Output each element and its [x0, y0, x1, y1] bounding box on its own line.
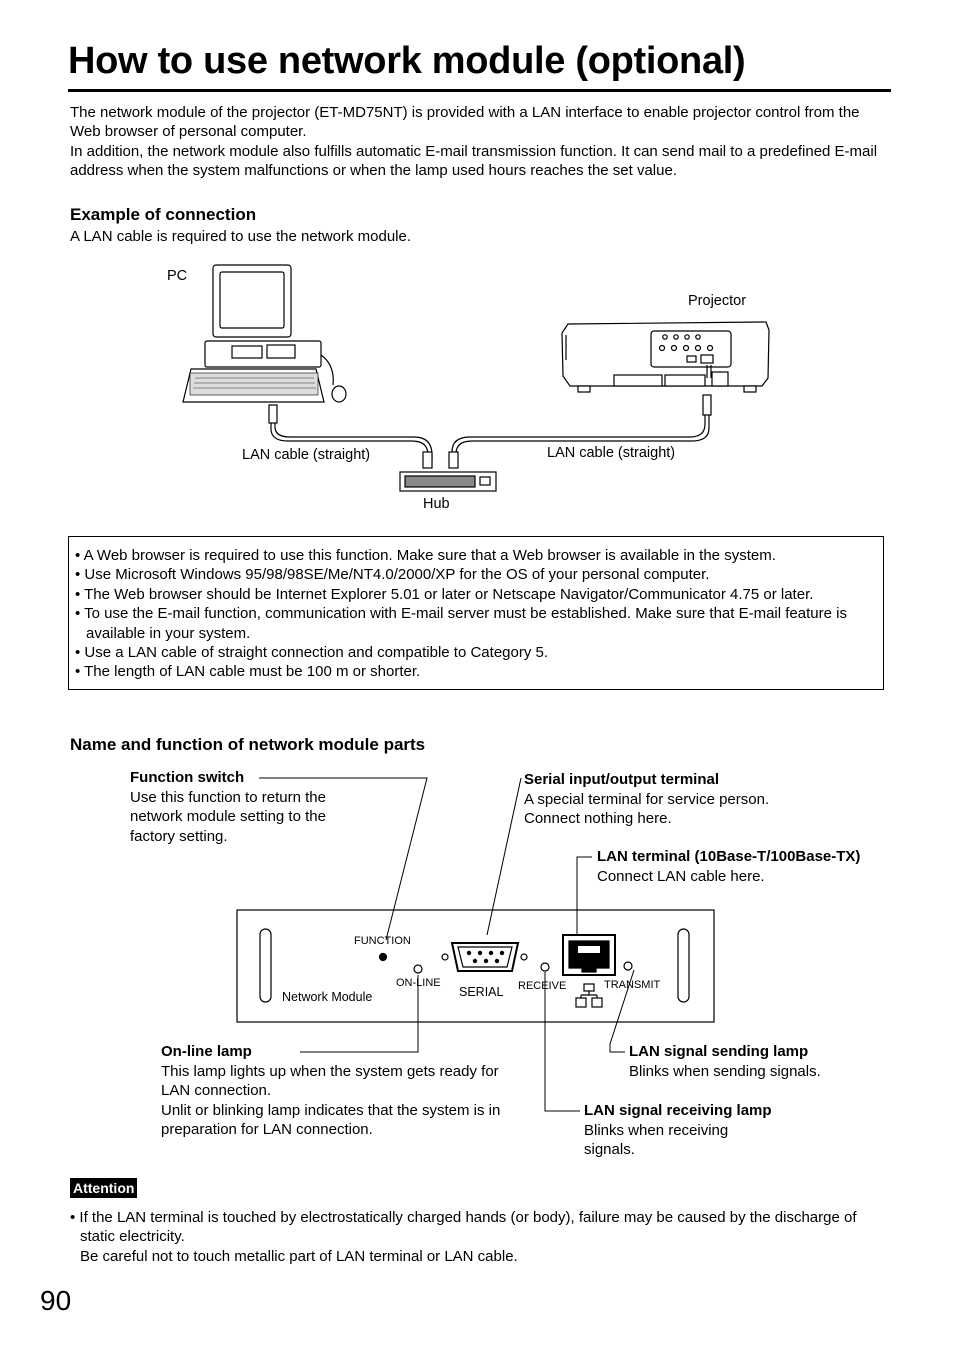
page-title: How to use network module (optional): [68, 40, 746, 82]
receive-lamp-callout: [584, 1101, 772, 1160]
receive-lamp-desc: Blinks when receiving signals.: [584, 1121, 729, 1158]
serial-terminal-line1: A special terminal for service person.: [524, 790, 770, 808]
function-label: FUNCTION: [354, 935, 411, 947]
list-item: • A Web browser is required to use this function. Make sure that a Web browser is available in the system.: [75, 547, 776, 564]
intro-paragraph-1: The network module of the projector (ET-MD75NT) is provided with a LAN interface to enable projector control from the Web browser of personal computer.: [70, 104, 860, 141]
list-item: • To use the E-mail function, communication with E-mail server must be established. Make sure that E-mail feature is available in your system.: [75, 605, 847, 642]
serial-terminal-line2: Connect nothing here.: [524, 810, 672, 827]
receive-lamp-title: LAN signal receiving lamp: [584, 1102, 772, 1119]
intro-paragraph-2: In addition, the network module also fulfills automatic E-mail transmission function. It can send mail to a predefined E-mail address when the system malfunctions or when the lamp used hours reaches the set value.: [70, 142, 878, 179]
lan-cable-left-label: LAN cable (straight): [242, 447, 371, 463]
network-module-panel: [237, 910, 714, 1022]
hub-label: Hub: [423, 496, 450, 512]
function-switch-title: Function switch: [130, 769, 245, 786]
parts-heading: Name and function of network module parts: [70, 735, 426, 754]
projector-label: Projector: [688, 293, 747, 309]
attention-badge: Attention: [70, 1178, 137, 1198]
transmit-label: TRANSMIT: [604, 979, 661, 991]
projector-illustration: [562, 322, 769, 392]
attention-line-2: Be careful not to touch metallic part of LAN terminal or LAN cable.: [80, 1247, 518, 1265]
lan-cable-right-label: LAN cable (straight): [547, 445, 676, 461]
online-label: ON-LINE: [396, 977, 441, 989]
lan-terminal-desc: Connect LAN cable here.: [597, 867, 765, 885]
hub-illustration: [400, 472, 496, 491]
send-lamp-desc: Blinks when sending signals.: [629, 1062, 821, 1080]
serial-terminal-callout: [524, 770, 824, 829]
lan-terminal-title: LAN terminal (10Base-T/100Base-TX): [597, 848, 861, 865]
serial-label: SERIAL: [459, 985, 504, 999]
list-item: • Use a LAN cable of straight connection and compatible to Category 5.: [75, 644, 549, 662]
requirements-box: [68, 536, 884, 690]
receive-label: RECEIVE: [518, 980, 567, 992]
online-lamp-callout: [161, 1042, 513, 1140]
lan-terminal-callout: [597, 847, 897, 886]
online-lamp-title: On-line lamp: [161, 1043, 252, 1060]
requirements-list: [75, 546, 875, 682]
function-switch-callout: [130, 768, 370, 846]
pc-label: PC: [167, 268, 188, 284]
pc-illustration: [183, 265, 346, 402]
online-lamp-line1: This lamp lights up when the system gets ready for LAN connection.: [161, 1062, 499, 1099]
function-switch-desc: Use this function to return the network module setting to the factory setting.: [130, 788, 326, 845]
send-lamp-callout: [629, 1042, 869, 1081]
send-lamp-title: LAN signal sending lamp: [629, 1043, 809, 1060]
attention-text: [70, 1208, 870, 1266]
list-item: • The Web browser should be Internet Explorer 5.01 or later or Netscape Navigator/Communicator 4.75 or later.: [75, 585, 814, 603]
serial-terminal-title: Serial input/output terminal: [524, 771, 720, 788]
connection-heading: Example of connection: [70, 205, 257, 224]
attention-line-1: • If the LAN terminal is touched by electrostatically charged hands (or body), failure may be caused by the discharge of static electricity.: [70, 1209, 857, 1246]
online-lamp-line2: Unlit or blinking lamp indicates that the system is in preparation for LAN connection.: [161, 1101, 501, 1138]
module-name-label: Network Module: [282, 990, 373, 1004]
page-number: 90: [40, 1285, 72, 1316]
connection-subtext: A LAN cable is required to use the network module.: [70, 228, 412, 245]
list-item: • The length of LAN cable must be 100 m or shorter.: [75, 663, 421, 681]
list-item: • Use Microsoft Windows 95/98/98SE/Me/NT4.0/2000/XP for the OS of your personal computer.: [75, 566, 710, 584]
